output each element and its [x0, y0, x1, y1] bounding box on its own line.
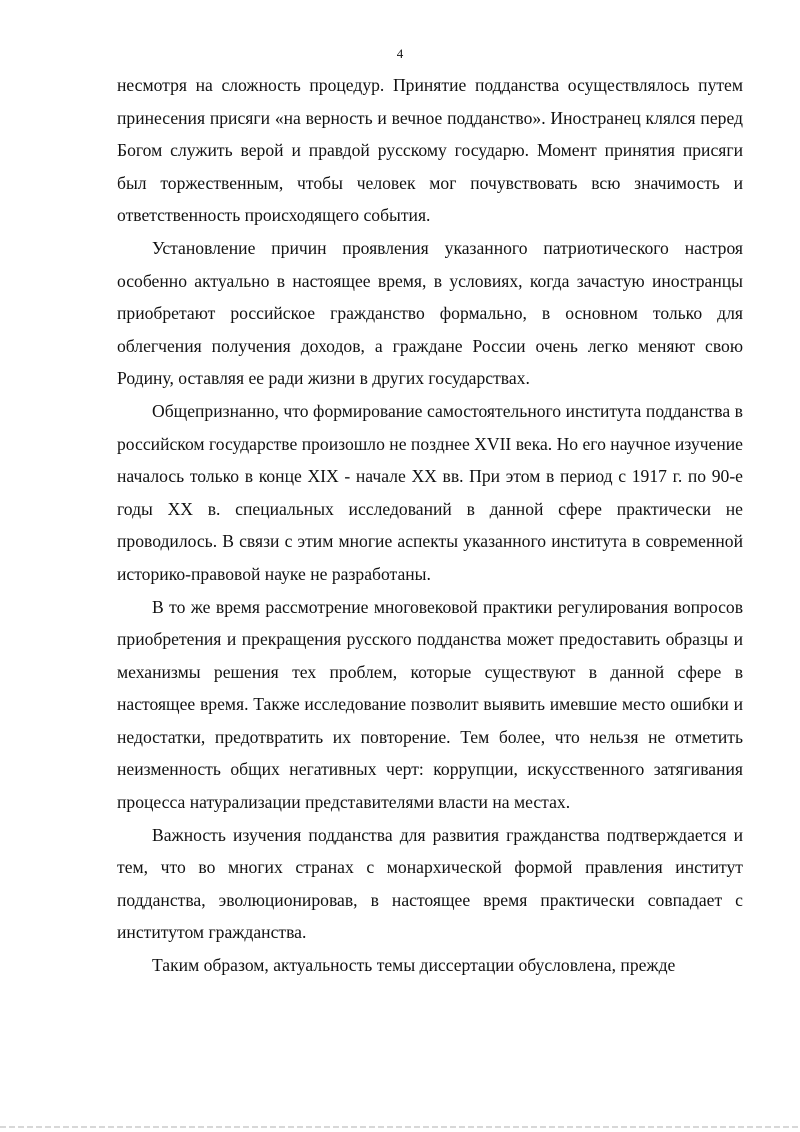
paragraph: Установление причин проявления указанного патриотического настроя особенно актуально в настоящее время, в условиях, когда зачастую иностранцы приобретают российское гражданство формально, в основном только для облегчения получения доходов, а граждане России очень легко меняют свою Родину, оставляя ее ради жизни в других государствах.	[117, 237, 743, 389]
paragraph: Общепризнанно, что формирование самостоятельного института подданства в российском государстве произошло не позднее XVII века. Но его научное изучение началось только в конце XIX - начале XX вв. При этом в период с 1917 г. по 90-е годы XX в. специальных исследований в данной сфере практически не проводилось. В связи с этим многие аспекты указанного института в современной историко-правовой науке не разработаны.	[117, 400, 743, 584]
scan-edge-line	[0, 1126, 800, 1128]
paragraph: В то же время рассмотрение многовековой практики регулирования вопросов приобретения и прекращения русского подданства может предоставить образцы и механизмы решения тех проблем, которые существуют в данной сфере в настоящее время. Также исследование позволит выявить имевшие место ошибки и недостатки, предотвратить их повторение. Тем более, что нельзя не отметить неизменность общих негативных черт: коррупции, искусственного затягивания процесса натурализации представителями власти на местах.	[117, 596, 743, 813]
paragraph: Важность изучения подданства для развития гражданства подтверждается и тем, что во многих странах с монархической формой правления институт подданства, эволюционировав, в настоящее время практически совпадает с институтом гражданства.	[117, 824, 743, 943]
paragraph-truncated: Таким образом, актуальность темы диссертации обусловлена, прежде	[152, 955, 676, 976]
document-body	[117, 69, 743, 982]
page-number: 4	[396, 46, 404, 61]
paragraph-continuation: несмотря на сложность процедур. Принятие подданства осуществлялось путем принесения присяги «на верность и вечное подданство». Иностранец клялся перед Богом служить верой и правдой русскому государю. Момент принятия присяги был торжественным, чтобы человек мог почувствовать всю значимость и ответственность происходящего события.	[117, 75, 743, 226]
